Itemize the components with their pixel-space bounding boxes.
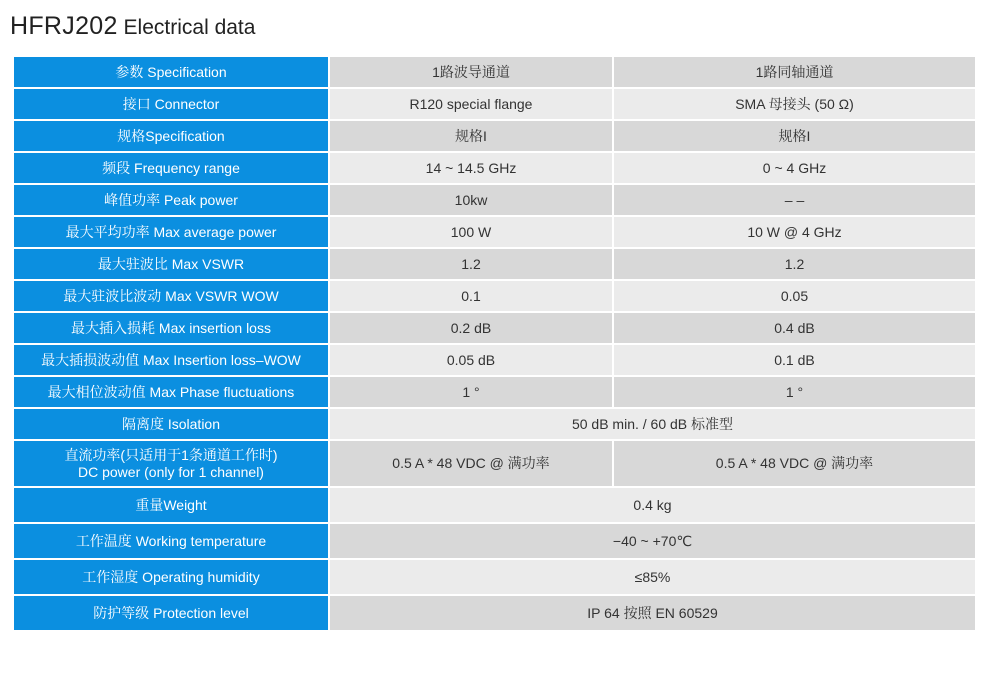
row-label-line2: DC power (only for 1 channel)	[78, 463, 264, 480]
table-row	[13, 487, 976, 523]
row-label: 防护等级 Protection level	[13, 595, 329, 631]
table-row	[13, 280, 976, 312]
row-label	[13, 440, 329, 487]
row-col2: 0.1 dB	[613, 344, 976, 376]
row-col2: 0.05	[613, 280, 976, 312]
row-merged-value: 50 dB min. / 60 dB 标准型	[329, 408, 976, 440]
table-row	[13, 120, 976, 152]
row-col2: 规格I	[613, 120, 976, 152]
row-col2: 1 °	[613, 376, 976, 408]
row-merged-value: IP 64 按照 EN 60529	[329, 595, 976, 631]
row-col1: 0.1	[329, 280, 613, 312]
row-label: 最大驻波比波动 Max VSWR WOW	[13, 280, 329, 312]
row-label-line1: 直流功率(只适用于1条通道工作时)	[64, 446, 278, 463]
row-merged-value: 0.4 kg	[329, 487, 976, 523]
table-row	[13, 408, 976, 440]
row-label: 最大插入损耗 Max insertion loss	[13, 312, 329, 344]
title-subtitle: Electrical data	[123, 16, 256, 39]
row-label: 重量Weight	[13, 487, 329, 523]
row-label: 隔离度 Isolation	[13, 408, 329, 440]
table-row	[13, 216, 976, 248]
page-title	[10, 12, 255, 41]
row-label: 最大相位波动值 Max Phase fluctuations	[13, 376, 329, 408]
row-col1: 1.2	[329, 248, 613, 280]
row-col2: SMA 母接头 (50 Ω)	[613, 88, 976, 120]
table-row	[13, 184, 976, 216]
header-col2-cell: 1路同轴通道	[613, 56, 976, 88]
row-col1: 1 °	[329, 376, 613, 408]
row-col2: 0.5 A * 48 VDC @ 满功率	[613, 440, 976, 487]
table-row	[13, 344, 976, 376]
row-merged-value: −40 ~ +70℃	[329, 523, 976, 559]
electrical-data-table	[12, 55, 977, 632]
row-col1: 0.5 A * 48 VDC @ 满功率	[329, 440, 613, 487]
row-label: 工作湿度 Operating humidity	[13, 559, 329, 595]
row-col1: 100 W	[329, 216, 613, 248]
table-row	[13, 152, 976, 184]
table-row	[13, 523, 976, 559]
table-header-row	[13, 56, 976, 88]
row-label: 最大驻波比 Max VSWR	[13, 248, 329, 280]
row-col2: 10 W @ 4 GHz	[613, 216, 976, 248]
row-label: 接口 Connector	[13, 88, 329, 120]
header-label-cell: 参数 Specification	[13, 56, 329, 88]
row-col1: R120 special flange	[329, 88, 613, 120]
row-col2: 0.4 dB	[613, 312, 976, 344]
table-row	[13, 440, 976, 487]
table-row	[13, 312, 976, 344]
row-col1: 10kw	[329, 184, 613, 216]
table-row	[13, 376, 976, 408]
header-col1-cell: 1路波导通道	[329, 56, 613, 88]
row-label: 最大平均功率 Max average power	[13, 216, 329, 248]
table-row	[13, 559, 976, 595]
row-label: 规格Specification	[13, 120, 329, 152]
row-col1: 14 ~ 14.5 GHz	[329, 152, 613, 184]
row-label: 最大插损波动值 Max Insertion loss–WOW	[13, 344, 329, 376]
row-col1: 0.2 dB	[329, 312, 613, 344]
row-col2: 1.2	[613, 248, 976, 280]
row-col2: – –	[613, 184, 976, 216]
table-row	[13, 248, 976, 280]
model-name: HFRJ202	[10, 12, 118, 40]
table-row	[13, 88, 976, 120]
row-label: 峰值功率 Peak power	[13, 184, 329, 216]
row-merged-value: ≤85%	[329, 559, 976, 595]
row-col1: 0.05 dB	[329, 344, 613, 376]
row-label: 频段 Frequency range	[13, 152, 329, 184]
row-col2: 0 ~ 4 GHz	[613, 152, 976, 184]
table-row	[13, 595, 976, 631]
row-label: 工作温度 Working temperature	[13, 523, 329, 559]
row-col1: 规格I	[329, 120, 613, 152]
